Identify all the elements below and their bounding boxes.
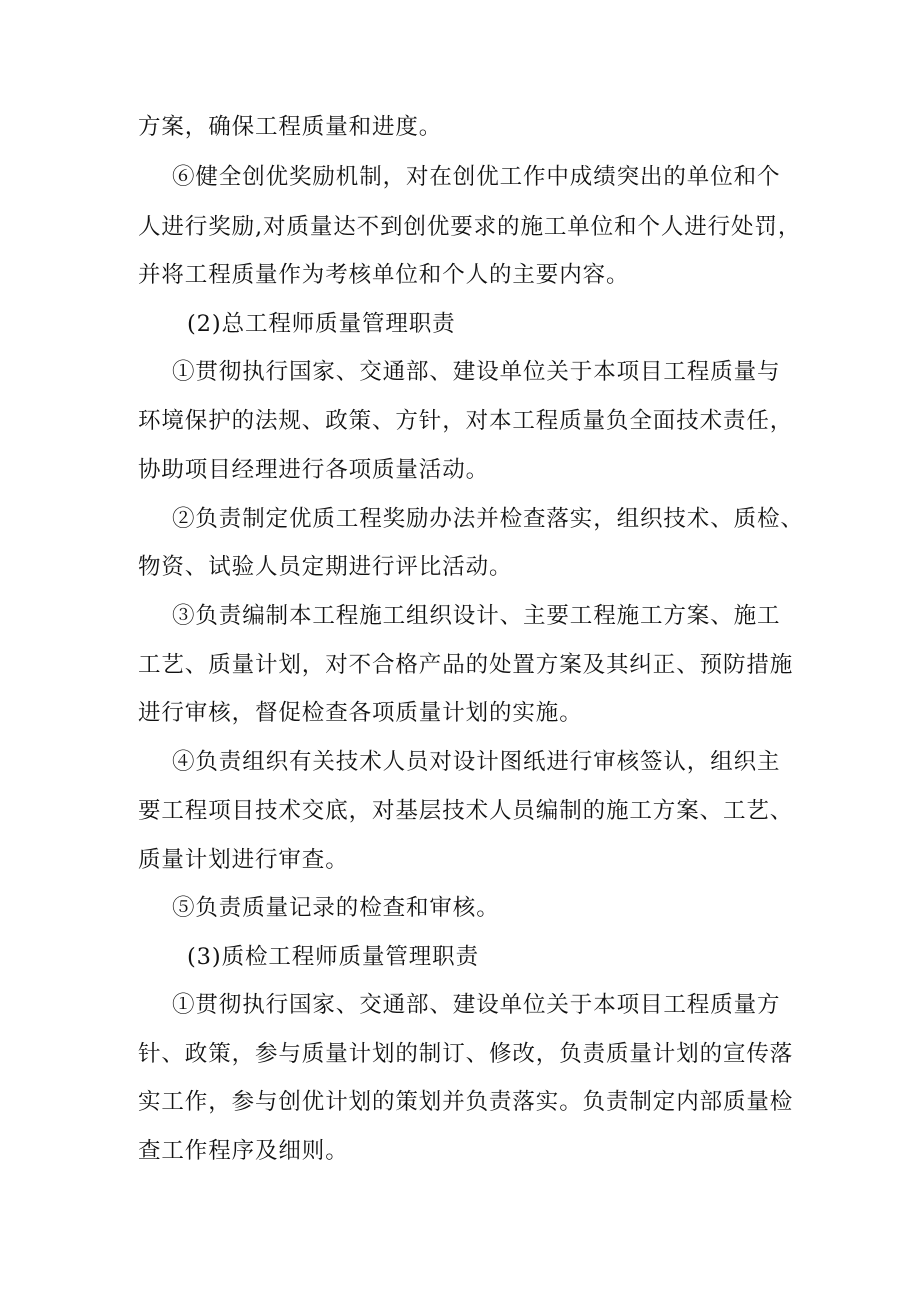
text-line: 针、政策，参与质量计划的制订、修改，负责质量计划的宣传落 bbox=[138, 1041, 794, 1067]
text-line: 方案，确保工程质量和进度。 bbox=[138, 114, 443, 140]
text-line: ①贯彻执行国家、交通部、建设单位关于本项目工程质量与 bbox=[172, 359, 781, 385]
section-heading: (2)总工程师质量管理职责 bbox=[187, 311, 456, 337]
text-line: ④负责组织有关技术人员对设计图纸进行审核签认，组织主 bbox=[172, 749, 781, 775]
text-line: 要工程项目技术交底，对基层技术人员编制的施工方案、工艺、 bbox=[138, 798, 794, 824]
text-line: ⑥健全创优奖励机制，对在创优工作中成绩突出的单位和个 bbox=[172, 164, 781, 190]
section-heading: (3)质检工程师质量管理职责 bbox=[187, 944, 479, 970]
text-line: 并将工程质量作为考核单位和个人的主要内容。 bbox=[138, 262, 630, 288]
text-line: 实工作，参与创优计划的策划并负责落实。负责制定内部质量检 bbox=[138, 1089, 794, 1115]
text-line: 质量计划进行审查。 bbox=[138, 847, 349, 873]
text-line: ①贯彻执行国家、交通部、建设单位关于本项目工程质量方 bbox=[172, 992, 781, 1018]
text-line: 工艺、质量计划，对不合格产品的处置方案及其纠正、预防措施 bbox=[138, 652, 794, 678]
text-line: 人进行奖励,对质量达不到创优要求的施工单位和个人进行处罚， bbox=[138, 214, 802, 240]
text-line: 协助项目经理进行各项质量活动。 bbox=[138, 457, 490, 483]
text-line: 环境保护的法规、政策、方针，对本工程质量负全面技术责任， bbox=[138, 408, 794, 434]
text-line: 物资、试验人员定期进行评比活动。 bbox=[138, 554, 513, 580]
text-line: 查工作程序及细则。 bbox=[138, 1138, 349, 1164]
text-line: ⑤负责质量记录的检查和审核。 bbox=[172, 895, 500, 921]
text-line: 进行审核，督促检查各项质量计划的实施。 bbox=[138, 700, 583, 726]
text-line: ③负责编制本工程施工组织设计、主要工程施工方案、施工 bbox=[172, 603, 781, 629]
text-line: ②负责制定优质工程奖励办法并检查落实，组织技术、质检、 bbox=[172, 506, 804, 532]
